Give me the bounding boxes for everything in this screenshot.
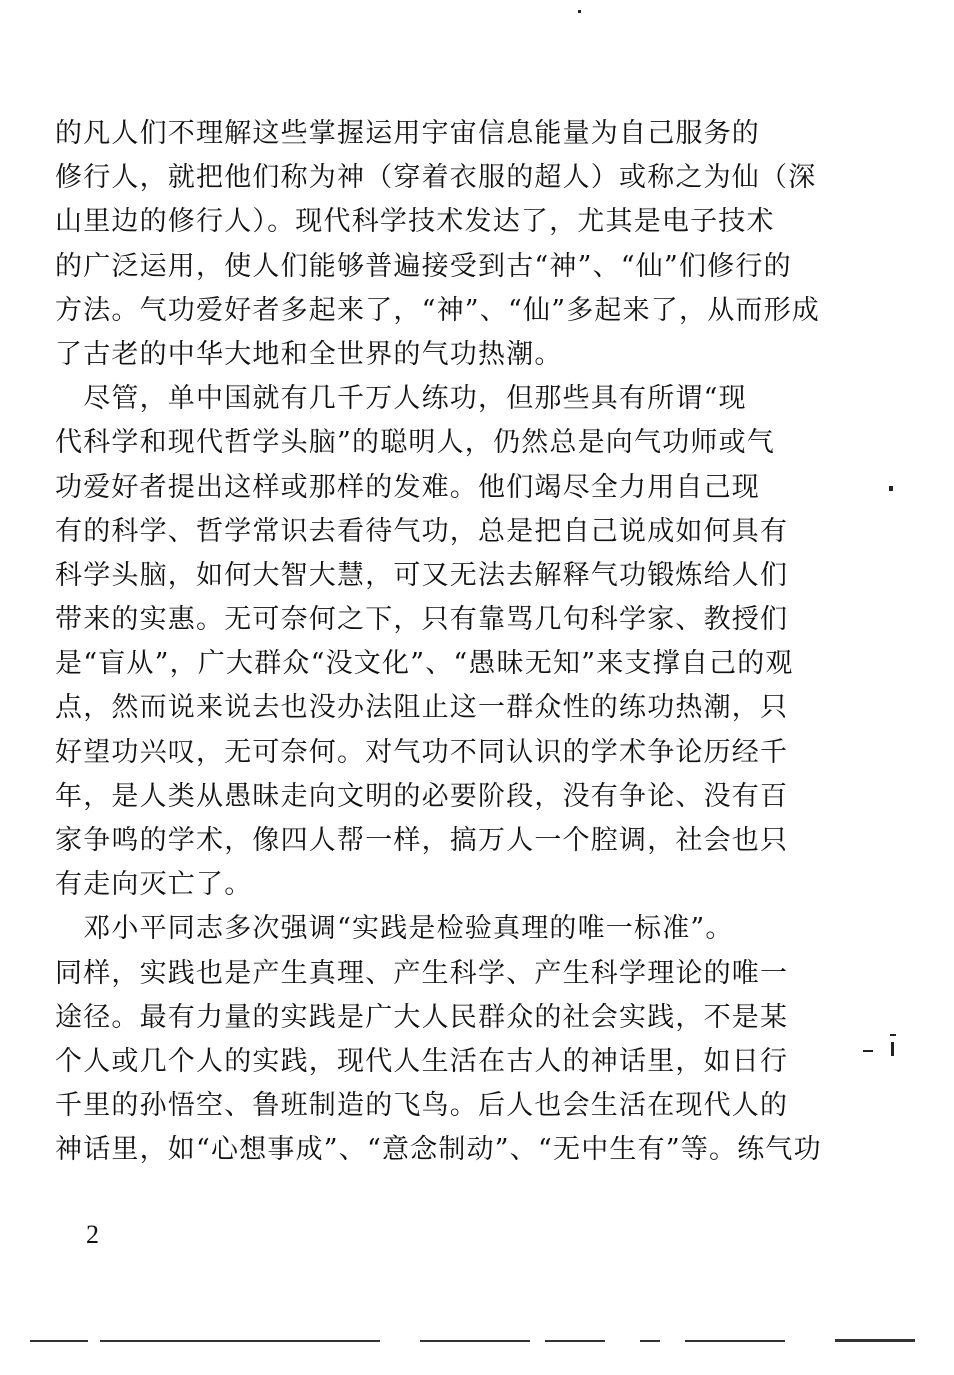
text-line: 同样，实践也是产生真理、产生科学、产生科学理论的唯一: [55, 957, 789, 989]
scan-speck: [891, 1042, 894, 1056]
scan-edge-line: [685, 1340, 785, 1342]
scan-speck: [889, 486, 893, 491]
text-line: 修行人，就把他们称为神（穿着衣服的超人）或称之为仙（深: [55, 162, 817, 194]
text-line: 有的科学、哲学常识去看待气功，总是把自己说成如何具有: [55, 515, 789, 547]
text-line: 是“盲从”，广大群众“没文化”、“愚昧无知”来支撑自己的观: [55, 648, 794, 680]
scan-edge-line: [100, 1340, 380, 1342]
scan-edge-line: [30, 1340, 88, 1342]
text-line: 点，然而说来说去也没办法阻止这一群众性的练功热潮，只: [55, 692, 789, 724]
scan-edge-line: [835, 1339, 915, 1342]
page-body-text: [55, 112, 822, 1173]
text-line: 方法。气功爱好者多起来了，“神”、“仙”多起来了，从而形成: [55, 294, 821, 326]
text-line: 带来的实惠。无可奈何之下，只有靠骂几句科学家、教授们: [55, 604, 789, 636]
page-number: 2: [86, 1220, 99, 1249]
text-line: 了古老的中华大地和全世界的气功热潮。: [55, 338, 563, 370]
text-line: 的广泛运用，使人们能够普遍接受到古“神”、“仙”们修行的: [55, 250, 792, 282]
scan-speck: [890, 1034, 896, 1036]
scan-speck: [578, 10, 581, 13]
text-line: 好望功兴叹，无可奈何。对气功不同认识的学术争论历经千: [55, 736, 789, 768]
scan-edge-line: [640, 1340, 660, 1342]
text-line: 年，是人类从愚昧走向文明的必要阶段，没有争论、没有百: [55, 780, 789, 812]
text-line: 有走向灭亡了。: [55, 869, 253, 901]
text-line: 途径。最有力量的实践是广大人民群众的社会实践，不是某: [55, 1001, 789, 1033]
scan-edge-line: [420, 1340, 530, 1342]
text-line: 千里的孙悟空、鲁班制造的飞鸟。后人也会生活在现代人的: [55, 1090, 789, 1122]
text-line: 的凡人们不理解这些掌握运用宇宙信息能量为自己服务的: [55, 118, 760, 149]
scan-speck: [863, 1050, 873, 1052]
scan-edge-line: [545, 1340, 605, 1342]
text-line: 家争鸣的学术，像四人帮一样，搞万人一个腔调，社会也只: [55, 825, 789, 856]
text-line: 邓小平同志多次强调“实践是检验真理的唯一标准”。: [55, 913, 734, 945]
text-line: 功爱好者提出这样或那样的发难。他们竭尽全力用自己现: [55, 471, 760, 503]
text-line: 山里边的修行人）。现代科学技术发达了，尤其是电子技术: [55, 206, 775, 238]
text-line: 代科学和现代哲学头脑”的聪明人，仍然总是向气功师或气: [55, 427, 776, 459]
text-line: 个人或几个人的实践，现代人生活在古人的神话里，如日行: [55, 1045, 789, 1077]
text-line: 神话里，如“心想事成”、“意念制动”、“无中生有”等。练气功: [55, 1134, 822, 1166]
text-line: 科学头脑，如何大智大慧，可又无法去解释气功锻炼给人们: [55, 559, 789, 591]
text-line: 尽管，单中国就有几千万人练功，但那些具有所谓“现: [55, 383, 747, 415]
